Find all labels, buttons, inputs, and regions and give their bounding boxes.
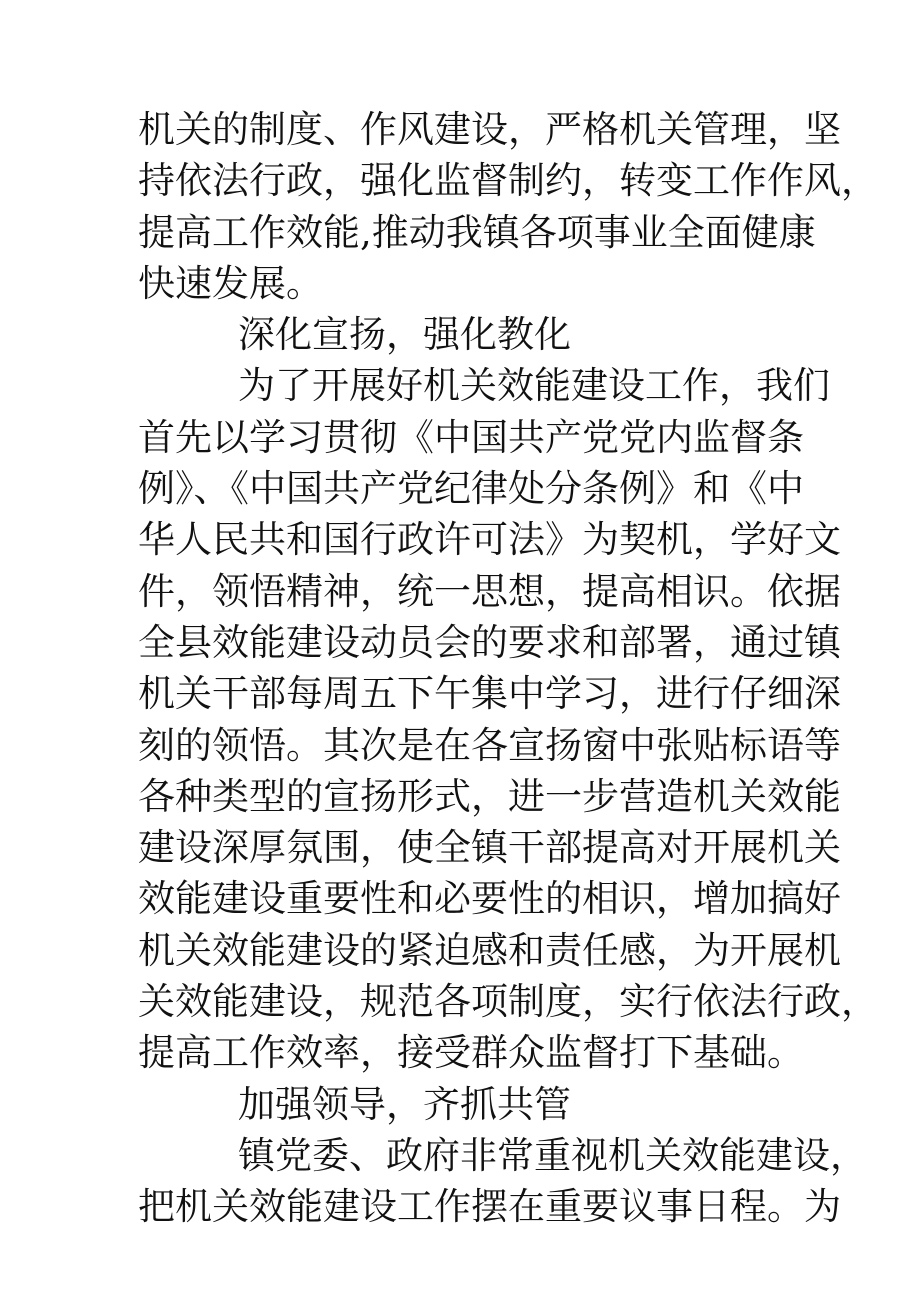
text-line: 建设深厚氛围，使全镇干部提高对开展机关 xyxy=(138,826,841,870)
text-line: 机关干部每周五下午集中学习，进行仔细深 xyxy=(138,672,841,716)
text-line: 提高工作效能,推动我镇各项事业全面健康 xyxy=(138,210,816,254)
text-line: 机关的制度、作风建设，严格机关管理，坚 xyxy=(138,108,841,151)
text-line: 持依法行政，强化监督制约，转变工作作风， xyxy=(138,159,878,203)
body-text xyxy=(138,104,878,1233)
text-line: 件，领悟精神，统一思想，提高相识。依据 xyxy=(138,569,841,613)
text-line: 刻的领悟。其次是在各宣扬窗中张贴标语等 xyxy=(138,723,841,767)
text-line: 例》、《中国共产党纪律处分条例》和《中 xyxy=(138,467,804,511)
text-line: 关效能建设，规范各项制度，实行依法行政， xyxy=(138,980,878,1024)
section-heading: 加强领导，齐抓共管 xyxy=(238,1082,571,1126)
text-line: 首先以学习贯彻《中国共产党党内监督条 xyxy=(138,415,804,459)
paragraph-start: 镇党委、政府非常重视机关效能建设， xyxy=(238,1133,867,1177)
text-line: 全县效能建设动员会的要求和部署，通过镇 xyxy=(138,620,841,664)
text-line: 各种类型的宣扬形式，进一步营造机关效能 xyxy=(138,774,841,818)
paragraph-start: 为了开展好机关效能建设工作，我们 xyxy=(238,364,830,408)
text-line: 效能建设重要性和必要性的相识，增加搞好 xyxy=(138,877,841,921)
text-line: 提高工作效率，接受群众监督打下基础。 xyxy=(138,1031,804,1075)
section-heading: 深化宣扬，强化教化 xyxy=(238,313,571,357)
text-line: 华人民共和国行政许可法》为契机，学好文 xyxy=(138,518,841,562)
text-line: 把机关效能建设工作摆在重要议事日程。为 xyxy=(138,1185,841,1229)
text-line: 机关效能建设的紧迫感和责任感，为开展机 xyxy=(138,928,841,972)
text-line: 快速发展。 xyxy=(138,261,323,305)
